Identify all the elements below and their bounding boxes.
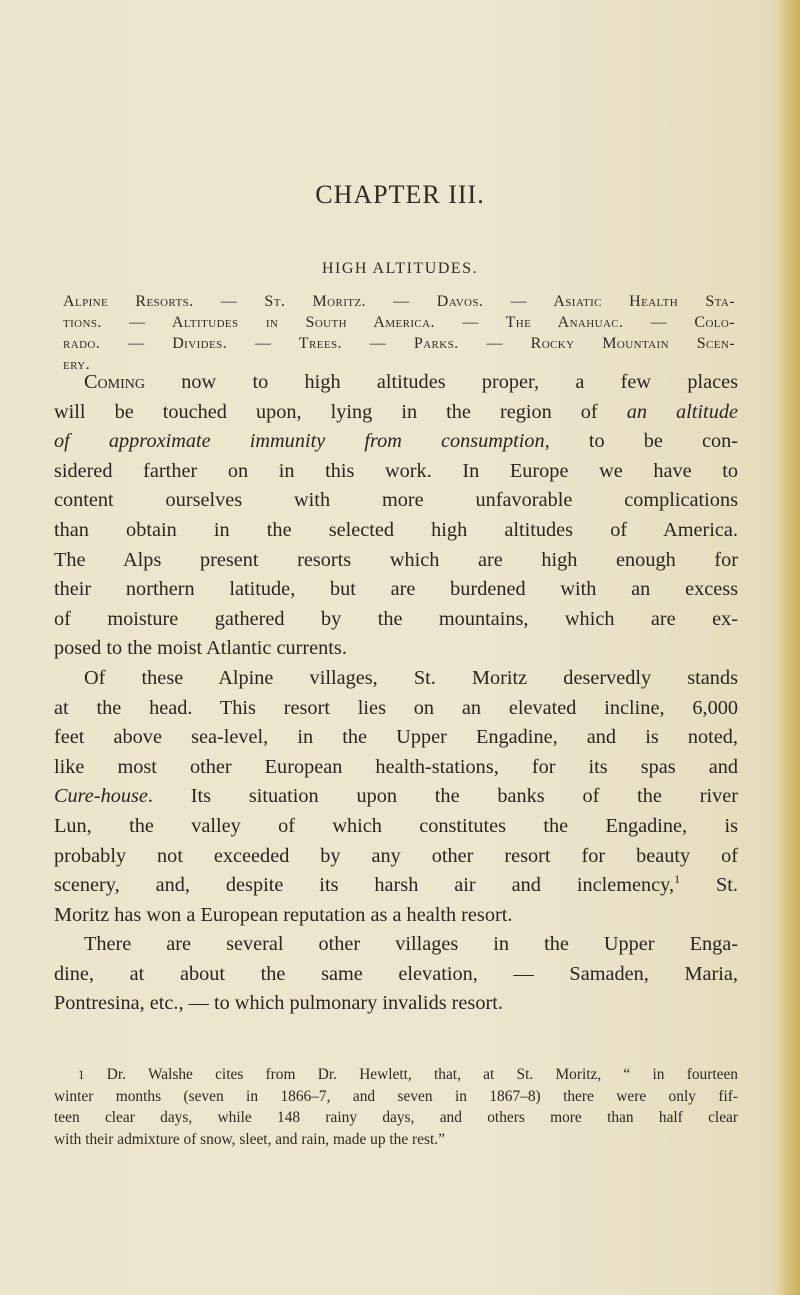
- synopsis-line: ery.: [63, 356, 90, 373]
- chapter-title: CHAPTER III.: [315, 180, 485, 209]
- paragraph-line: There are several other villages in the Upper Enga-: [84, 933, 738, 956]
- paragraph-line: Coming now to high altitudes proper, a few places: [84, 371, 738, 393]
- footnote-number: 1: [78, 1067, 85, 1082]
- body-text: [54, 368, 738, 1019]
- footnote-line: teen clear days, while 148 rainy days, and others more than half clear: [54, 1109, 738, 1126]
- paragraph-line: scenery, and, despite its harsh air and inclemency,$^1$ St.: [54, 872, 738, 897]
- paragraph-line: their northern latitude, but are burdened with an excess: [54, 578, 738, 601]
- section-title: HIGH ALTITUDES.: [321, 260, 479, 277]
- paragraph-line: Moritz has won a European reputation as a health resort.: [54, 903, 513, 926]
- paragraph-line: at the head. This resort lies on an elevated incline, 6,000: [54, 696, 738, 719]
- footnote-reference: 1: [674, 872, 681, 887]
- paragraph-line: than obtain in the selected high altitudes of America.: [54, 518, 738, 541]
- paragraph-line: The Alps present resorts which are high enough for: [54, 548, 738, 571]
- paragraph-line: feet above sea-level, in the Upper Engadine, and is noted,: [54, 726, 738, 749]
- paragraph-line: content ourselves with more unfavorable complications: [54, 489, 738, 512]
- footnote: [54, 1064, 738, 1150]
- footnote-line: winter months (seven in 1866–7, and seven in 1867–8) there were only fif-: [54, 1087, 738, 1105]
- paragraph-line: Of these Alpine villages, St. Moritz deservedly stands: [84, 666, 738, 689]
- emphasis-text: Cure-house: [54, 785, 148, 808]
- chapter-synopsis: [63, 291, 735, 375]
- paragraph-line: of approximate immunity from consumption, to be con-: [54, 430, 738, 453]
- paragraph-line: like most other European health-stations, for its spas and: [54, 755, 738, 778]
- paragraph-line: probably not exceeded by any other resort for beauty of: [54, 844, 738, 867]
- synopsis-line: tions. — Altitudes in South America. — The Anahuac. — Colo-: [63, 314, 735, 331]
- footnote-line: with their admixture of snow, sleet, and rain, made up the rest.”: [54, 1130, 445, 1148]
- paragraph-line: Lun, the valley of which constitutes the Engadine, is: [54, 814, 738, 837]
- emphasis-text: of approximate immunity from consumption: [54, 430, 545, 453]
- emphasis-text: an altitude: [626, 400, 738, 423]
- footnote-line: 1 Dr. Walshe cites from Dr. Hewlett, that, at St. Moritz, “ in fourteen: [78, 1066, 738, 1083]
- paragraph-line: will be touched upon, lying in the region of an altitude: [54, 400, 738, 423]
- synopsis-line: Alpine Resorts. — St. Moritz. — Davos. — Asiatic Health Sta-: [63, 293, 735, 310]
- paragraph-line: sidered farther on in this work. In Europe we have to: [54, 459, 738, 482]
- synopsis-line: rado. — Divides. — Trees. — Parks. — Rocky Mountain Scen-: [63, 335, 735, 352]
- paragraph-line: of moisture gathered by the mountains, which are ex-: [54, 607, 738, 630]
- paragraph-line: dine, at about the same elevation, — Samaden, Maria,: [54, 962, 738, 985]
- drop-lead-word: Coming: [84, 371, 145, 393]
- paragraph-line: Cure-house. Its situation upon the banks of the river: [54, 785, 738, 808]
- paragraph-line: Pontresina, etc., — to which pulmonary invalids resort.: [54, 992, 503, 1015]
- paragraph-line: posed to the moist Atlantic currents.: [54, 637, 347, 660]
